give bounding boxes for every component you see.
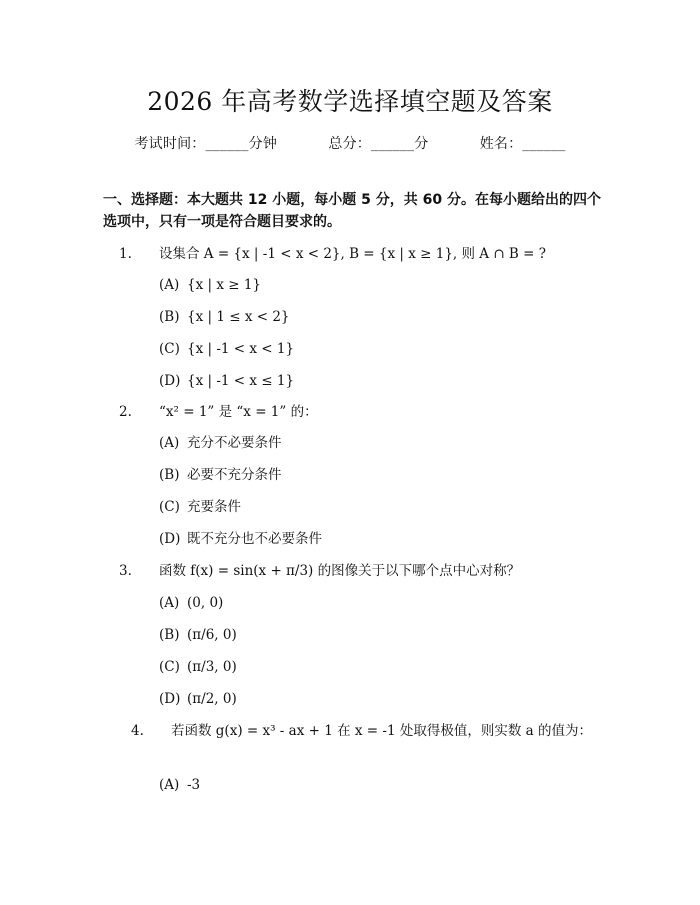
option-letter: (A) xyxy=(159,277,180,293)
question-4 xyxy=(103,720,598,743)
option-letter: (C) xyxy=(159,499,180,515)
question-3-option-c xyxy=(159,657,237,677)
option-text: (π/3, 0) xyxy=(187,659,237,675)
question-text: “x² = 1” 是 “x = 1” 的： xyxy=(159,404,318,420)
option-letter: (C) xyxy=(159,659,180,675)
exam-name-field: 姓名：______ xyxy=(479,136,566,152)
question-2-option-d xyxy=(159,529,322,549)
exam-info-line xyxy=(0,133,700,153)
question-1-option-a xyxy=(159,275,261,295)
question-text: 函数 f(x) = sin(x + π/3) 的图像关于以下哪个点中心对称？ xyxy=(159,563,521,579)
option-letter: (B) xyxy=(159,309,180,325)
question-1-option-c xyxy=(159,339,294,359)
question-2-option-c xyxy=(159,497,241,517)
option-text: 既不充分也不必要条件 xyxy=(187,531,322,547)
question-3-option-b xyxy=(159,625,237,645)
question-2-option-a xyxy=(159,433,282,453)
option-text: {x | x ≥ 1} xyxy=(187,277,262,293)
option-letter: (D) xyxy=(159,691,181,707)
option-letter: (B) xyxy=(159,467,180,483)
question-1 xyxy=(103,243,598,266)
question-4-option-a xyxy=(159,775,200,795)
option-letter: (D) xyxy=(159,373,181,389)
option-text: (π/6, 0) xyxy=(187,627,237,643)
option-text: {x | -1 < x < 1} xyxy=(187,341,295,357)
option-text: (0, 0) xyxy=(187,595,224,611)
question-number: 1. xyxy=(119,246,132,262)
exam-score-field: 总分：______分 xyxy=(328,136,429,152)
question-text: 设集合 A = {x | -1 < x < 2}, B = {x | x ≥ 1}, 则 A ∩ B = ? xyxy=(159,246,546,262)
section-heading: 一、选择题：本大题共 12 小题，每小题 5 分，共 60 分。在每小题给出的四个选项中，只有一项是符合题目要求的。 xyxy=(103,192,601,230)
question-3 xyxy=(103,560,598,583)
option-text: 必要不充分条件 xyxy=(187,467,282,483)
option-letter: (A) xyxy=(159,435,180,451)
option-letter: (B) xyxy=(159,627,180,643)
option-text: (π/2, 0) xyxy=(187,691,237,707)
question-number: 3. xyxy=(119,563,132,579)
option-letter: (C) xyxy=(159,341,180,357)
question-1-option-d xyxy=(159,371,294,391)
option-letter: (A) xyxy=(159,777,180,793)
question-number: 4. xyxy=(131,723,144,739)
option-text: {x | 1 ≤ x < 2} xyxy=(187,309,290,325)
option-text: -3 xyxy=(187,777,201,793)
question-text: 若函数 g(x) = x³ - ax + 1 在 x = -1 处取得极值，则实数 a 的值为： xyxy=(171,723,592,739)
option-text: 充要条件 xyxy=(187,499,241,515)
question-2 xyxy=(103,401,598,424)
question-number: 2. xyxy=(119,404,132,420)
question-3-option-d xyxy=(159,689,237,709)
option-text: 充分不必要条件 xyxy=(187,435,282,451)
option-text: {x | -1 < x ≤ 1} xyxy=(187,373,295,389)
option-letter: (A) xyxy=(159,595,180,611)
question-2-option-b xyxy=(159,465,282,485)
exam-time-field: 考试时间：______分钟 xyxy=(134,136,278,152)
question-3-option-a xyxy=(159,593,223,613)
question-1-option-b xyxy=(159,307,290,327)
document-title: 2026 年高考数学选择填空题及答案 xyxy=(147,87,553,116)
option-letter: (D) xyxy=(159,531,181,547)
